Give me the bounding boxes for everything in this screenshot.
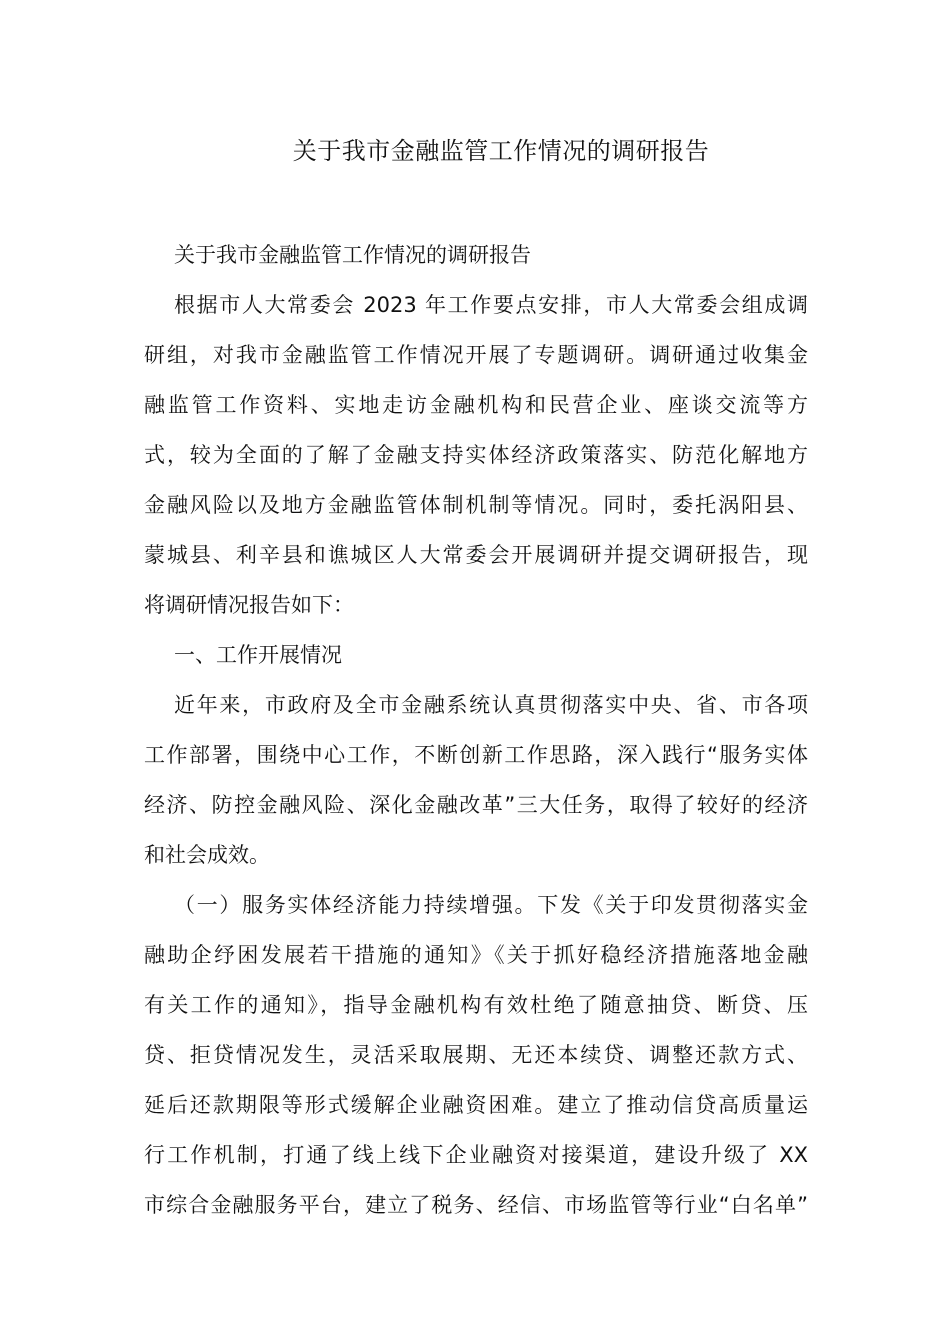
paragraph-line: 有关工作的通知》，指导金融机构有效杜绝了随意抽贷、断贷、压	[144, 993, 808, 1017]
paragraph-line: 行工作机制，打通了线上线下企业融资对接渠道，建设升级了 XX	[144, 1143, 808, 1167]
paragraph-line: 将调研情况报告如下：	[144, 593, 354, 617]
paragraph-line: 蒙城县、利辛县和谯城区人大常委会开展调研并提交调研报告，现	[144, 543, 808, 567]
paragraph-line: 和社会成效。	[144, 843, 270, 867]
paragraph-line: 工作部署，围绕中心工作，不断创新工作思路，深入践行“服务实体	[144, 743, 808, 767]
document-title: 关于我市金融监管工作情况的调研报告	[292, 137, 710, 165]
paragraph-line: 近年来，市政府及全市金融系统认真贯彻落实中央、省、市各项	[174, 693, 808, 717]
paragraph-line: 金融风险以及地方金融监管体制机制等情况。同时，委托涡阳县、	[144, 493, 808, 517]
paragraph-line: 融助企纾困发展若干措施的通知》《关于抓好稳经济措施落地金融	[144, 943, 808, 967]
paragraph-line: 式，较为全面的了解了金融支持实体经济政策落实、防范化解地方	[144, 443, 808, 467]
section-heading: 一、工作开展情况	[174, 643, 342, 667]
paragraph-line: 融监管工作资料、实地走访金融机构和民营企业、座谈交流等方	[144, 393, 808, 417]
paragraph-line: 延后还款期限等形式缓解企业融资困难。建立了推动信贷高质量运	[144, 1093, 808, 1117]
subsection-line: （一）服务实体经济能力持续增强。下发《关于印发贯彻落实金	[174, 893, 808, 917]
paragraph-line: 贷、拒贷情况发生，灵活采取展期、无还本续贷、调整还款方式、	[144, 1043, 808, 1067]
paragraph-line: 经济、防控金融风险、深化金融改革”三大任务，取得了较好的经济	[144, 793, 808, 817]
paragraph-line: 根据市人大常委会 2023 年工作要点安排，市人大常委会组成调	[174, 293, 808, 317]
subtitle-line: 关于我市金融监管工作情况的调研报告	[174, 243, 531, 267]
paragraph-line: 研组，对我市金融监管工作情况开展了专题调研。调研通过收集金	[144, 343, 808, 367]
document-body	[144, 230, 808, 1230]
paragraph-line: 市综合金融服务平台，建立了税务、经信、市场监管等行业“白名单”	[144, 1193, 808, 1217]
